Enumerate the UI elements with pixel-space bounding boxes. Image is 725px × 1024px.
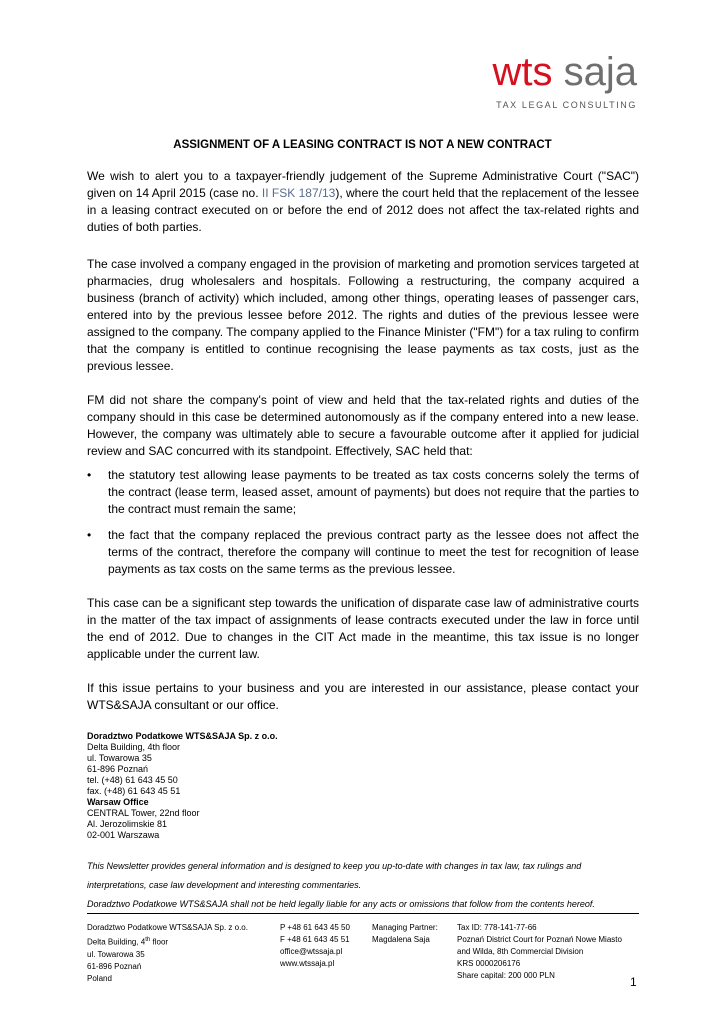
page-number: 1	[630, 975, 637, 989]
footer-krs: KRS 0000206176	[457, 959, 521, 968]
address-fax: fax. (+48) 61 643 45 51	[87, 786, 181, 796]
newsletter-disclaimer	[87, 857, 639, 914]
case-number-link[interactable]: II FSK 187/13	[261, 186, 336, 200]
address-phone: tel. (+48) 61 643 45 50	[87, 775, 178, 785]
intro-paragraph	[87, 168, 639, 236]
footer-partner-column	[372, 922, 438, 946]
ruling-bullet-list	[87, 467, 639, 578]
footer-fax: F +48 61 643 45 51	[280, 935, 350, 944]
footer-share-capital: Share capital: 200 000 PLN	[457, 971, 555, 980]
bullet-icon: •	[87, 528, 92, 542]
footer-street: ul. Towarowa 35	[87, 949, 145, 959]
bullet-text: the statutory test allowing lease payments to be treated as tax costs concerns solely the terms of the contract (lease term, leased asset, amount of payments) but does not require that the parties to the contract must remain the same;	[108, 468, 639, 516]
disclaimer-line-2: interpretations, case law development and interesting commentaries.	[87, 880, 362, 890]
paragraph-5: If this issue pertains to your business and you are interested in our assistance, please contact your WTS&SAJA consultant or our office.	[87, 681, 639, 712]
sac-ruling-section	[87, 392, 639, 587]
warsaw-office-heading: Warsaw Office	[87, 797, 149, 807]
footer-company-name: Doradztwo Podatkowe WTS&SAJA Sp. z o.o.	[87, 923, 248, 932]
address-street: ul. Towarowa 35	[87, 753, 152, 763]
paragraph-2: The case involved a company engaged in the provision of marketing and promotion services targeted at pharmacies, drug wholesalers and hospitals. Following a restructuring, the company acquired a business (branch of activity) which included, among other things, operating leases of passenger cars, entered into by the previous lessee before 2012. The rights and duties of the previous lessee were assigned to the company. The company applied to the Finance Minister ("FM") for a tax ruling to confirm that the company is entitled to continue recognising the lease payments as tax costs, just as the previous lessee.	[87, 257, 639, 373]
office-address-block	[87, 731, 278, 841]
footer-company-column	[87, 922, 248, 985]
footer-partner-role: Managing Partner:	[372, 923, 438, 932]
company-name: Doradztwo Podatkowe WTS&SAJA Sp. z o.o.	[87, 731, 278, 741]
contact-paragraph	[87, 680, 639, 714]
warsaw-city: 02-001 Warszawa	[87, 830, 160, 840]
warsaw-building: CENTRAL Tower, 22nd floor	[87, 808, 200, 818]
warsaw-street: Al. Jerozolimskie 81	[87, 819, 168, 829]
bullet-icon: •	[87, 468, 92, 482]
address-building: Delta Building, 4th floor	[87, 742, 181, 752]
address-city: 61-896 Poznań	[87, 764, 149, 774]
footer-email-link[interactable]: office@wtssaja.pl	[280, 947, 343, 956]
case-background-paragraph	[87, 256, 639, 375]
footer-partner-name: Magdalena Saja	[372, 935, 430, 944]
bullet-text: the fact that the company replaced the previous contract party as the lessee does not affect the terms of the contract, therefore the company will continue to meet the test for recognition of lease payments as tax costs on the same terms as the previous lessee.	[108, 528, 639, 576]
logo-wordmark	[492, 52, 637, 92]
footer-phone: P +48 61 643 45 50	[280, 923, 350, 932]
intro-text-after: ), where the court held that the replacement of the lessee in a leasing contract executed on or before the end of 2012 does not affect the tax-related rights and duties of both parties.	[87, 186, 639, 234]
footer-court-line-2: and Wilda, 8th Commercial Division	[457, 947, 584, 956]
list-item	[87, 467, 639, 518]
disclaimer-line-1: This Newsletter provides general information and is designed to keep you up-to-date with changes in tax law, tax rulings and	[87, 861, 582, 871]
intro-text-before: We wish to alert you to a taxpayer-friendly judgement of the Supreme Administrative Court ("SAC") given on 14 April 2015 (case no.	[87, 169, 639, 200]
document-title: ASSIGNMENT OF A LEASING CONTRACT IS NOT A NEW CONTRACT	[173, 139, 552, 151]
footer-contact-column	[280, 922, 350, 970]
footer-divider	[87, 913, 639, 914]
list-item	[87, 527, 639, 578]
footer-city: 61-896 Poznań	[87, 961, 142, 971]
footer-website-link[interactable]: www.wtssaja.pl	[280, 959, 335, 968]
company-logo	[477, 52, 637, 114]
footer-tax-id: Tax ID: 778-141-77-66	[457, 923, 537, 932]
footer-registration-column	[457, 922, 622, 982]
significance-paragraph	[87, 595, 639, 663]
logo-tagline: TAX LEGAL CONSULTING	[496, 100, 637, 110]
footer-court-line-1: Poznań District Court for Poznań Nowe Miasto	[457, 935, 622, 944]
footer-country: Poland	[87, 973, 112, 983]
footer-building: Delta Building, 4th floor	[87, 937, 169, 947]
paragraph-4: This case can be a significant step towards the unification of disparate case law of administrative courts in the matter of the tax impact of assignments of lease contracts executed under the law in force until the end of 2012. Due to changes in the CIT Act made in the meantime, this tax issue is no longer applicable under the current law.	[87, 596, 639, 661]
disclaimer-line-3: Doradztwo Podatkowe WTS&SAJA shall not be held legally liable for any acts or omissions that follow from the contents hereof.	[87, 899, 595, 909]
logo-wts: wts	[492, 50, 553, 94]
logo-saja: saja	[563, 50, 637, 94]
paragraph-3: FM did not share the company's point of view and held that the tax-related rights and duties of the company should in this case be determined autonomously as if the company entered into a new lease. However, the company was ultimately able to secure a favourable outcome after it applied for judicial review and SAC concurred with its standpoint. Effectively, SAC held that:	[87, 393, 639, 458]
